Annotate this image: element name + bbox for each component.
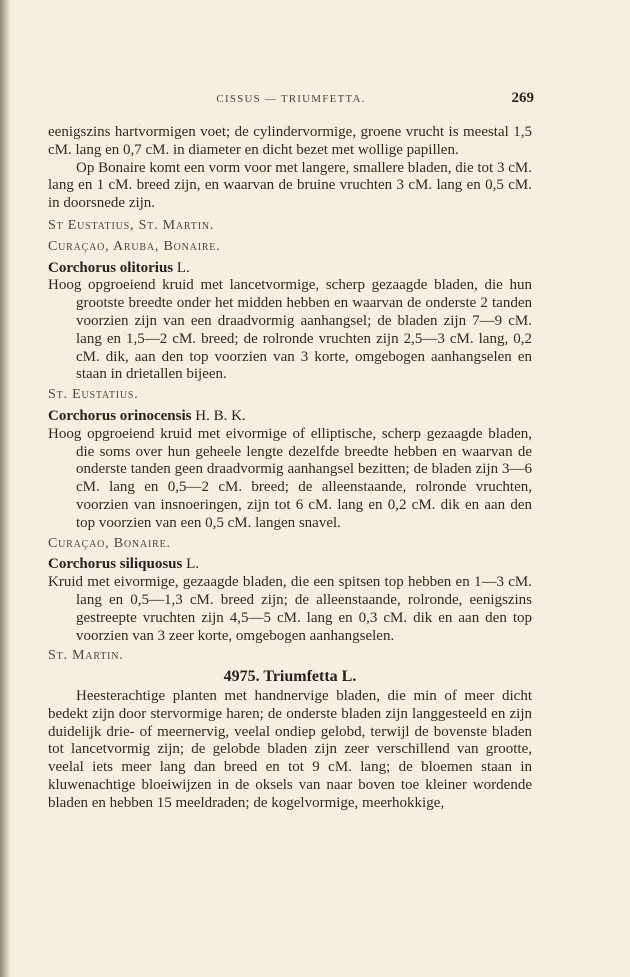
species-heading-orinocensis xyxy=(48,408,532,426)
species-author: L. xyxy=(176,259,190,276)
species-name: Corchorus orinocensis xyxy=(48,407,192,424)
running-head xyxy=(48,90,534,110)
species-name: Corchorus siliquosus xyxy=(48,556,183,573)
species-name: Corchorus olitorius xyxy=(48,259,174,276)
species-author: L. xyxy=(186,556,200,573)
cissus-bonaire-variant: Op Bonaire komt een vorm voor met langere, smallere bladen, die tot 3 cM. lang en 1 cM. breed zijn, en waarvan de bruine vruchten 3 cM. lang en 0,5 cM. in doorsnede zijn. xyxy=(48,159,532,212)
genus-heading-triumfetta: 4975. Triumfetta L. xyxy=(223,668,357,686)
orinocensis-locality: Curaçao, Bonaire. xyxy=(48,535,171,551)
page-number: 269 xyxy=(511,90,534,106)
species-author: H. B. K. xyxy=(195,407,246,424)
cissus-locality-2: Curaçao, Aruba, Bonaire. xyxy=(48,238,221,254)
olitorius-description: Hoog opgroeiend kruid met lancetvormige, scherp gezaagde bladen, die hun grootste breedte onder het midden hebben en waarvan de onderste 2 tanden voorzien zijn van een draadvormig aanhangsel; de bladen zijn 7—9 cM. lang en 1,5—2 cM. breed; de rolronde vruchten zijn 2,5—3 cM. lang, 0,2 cM. dik, aan den top voorzien van 3 korte, omgebogen aanhangselen en staan in drietallen bijeen. xyxy=(48,277,532,383)
olitorius-locality: St. Eustatius. xyxy=(48,387,139,403)
cissus-description-continued: eenigszins hartvormigen voet; de cylindervormige, groene vrucht is meestal 1,5 cM. lang en 0,7 cM. in diameter en dicht bezet met wollige papillen. xyxy=(48,124,532,158)
siliquosus-locality: St. Martin. xyxy=(48,648,124,664)
species-heading-siliquosus xyxy=(48,556,532,574)
cissus-locality-1: St Eustatius, St. Martin. xyxy=(48,217,215,233)
page-body xyxy=(48,124,532,812)
species-heading-olitorius xyxy=(48,260,532,278)
siliquosus-description: Kruid met eivormige, gezaagde bladen, die een spitsen top hebben en 1—3 cM. lang en 0,5—1,3 cM. breed zijn; de alleenstaande, rolronde, eenigszins gestreepte vruchten zijn 4,5—5 cM. lang en 0,3 cM. dik en aan den top voorzien van 3 zeer korte, omgebogen aanhangselen. xyxy=(48,574,532,644)
page-binding-edge xyxy=(0,0,10,977)
triumfetta-description: Heesterachtige planten met handnervige bladen, die min of meer dicht bedekt zijn door stervormige haren; de onderste bladen zijn langgesteeld en zijn duidelijk drie- of meernervig, veelal ondiep gelobd, terwijl de bovenste bladen tot lancetvormig zijn; de gelobde bladen zijn zeer verschillend van grootte, veelal iets meer lang dan breed en tot 9 cM. lang; de bloemen staan in kluwenachtige bloeiwijzen in de oksels van naar boven toe kleiner wordende bladen en hebben 15 meeldraden; de kogelvormige, meerhokkige, xyxy=(48,687,532,811)
orinocensis-description: Hoog opgroeiend kruid met eivormige of elliptische, scherp gezaagde bladen, die soms over hun geheele lengte dezelfde breedte hebben en waarvan de onderste tanden geen draadvormig aanhangsel bezitten; de bladen zijn 3—6 cM. lang en 0,5—2 cM. breed; de alleenstaande, rolronde vruchten, voorzien van insnoeringen, zijn tot 6 cM. lang en 0,2 cM. dik en aan den top voorzien van een 0,5 cM. langen snavel. xyxy=(48,425,532,531)
running-head-title: CISSUS — TRIUMFETTA. xyxy=(216,93,366,105)
